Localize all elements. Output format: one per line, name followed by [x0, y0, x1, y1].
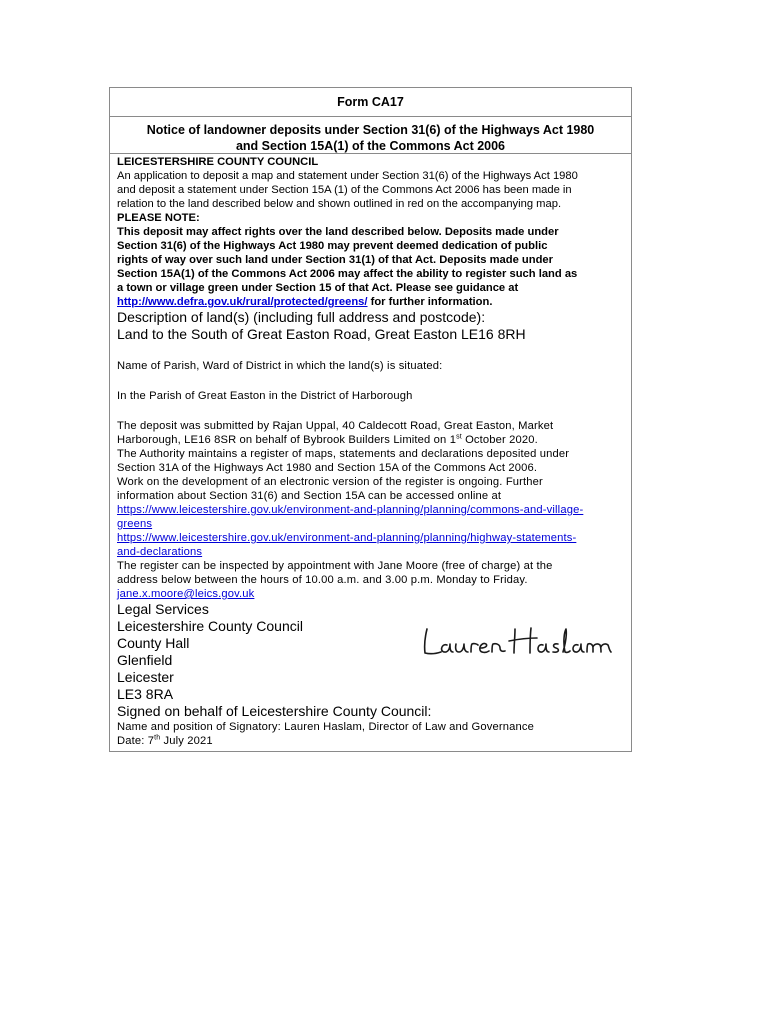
address-line-5: Leicester: [117, 669, 174, 685]
inspect-line-1: The register can be inspected by appointment with Jane Moore (free of charge) at the: [117, 560, 553, 572]
deposit-line-2: [117, 433, 625, 447]
contact-email-line: [117, 587, 625, 601]
note-line-4: Section 15A(1) of the Commons Act 2006 may affect the ability to register such land as: [117, 268, 578, 280]
commons-link-part-2[interactable]: greens: [117, 518, 153, 530]
form-ca17-box: [109, 87, 632, 752]
deposit-line-2-end: October 2020.: [461, 434, 538, 446]
please-note-heading: PLEASE NOTE:: [117, 212, 200, 224]
form-code: [110, 88, 631, 117]
highway-link-line-1: [117, 531, 625, 545]
form-code-text: Form CA17: [337, 95, 404, 109]
contact-email-link[interactable]: jane.x.moore@leics.gov.uk: [117, 588, 255, 600]
guidance-suffix: for further information.: [367, 296, 493, 308]
note-line-3: rights of way over such land under Section 31(1) of that Act. Deposits made under: [117, 254, 553, 266]
note-line-2: Section 31(6) of the Highways Act 1980 may prevent deemed dedication of public: [117, 240, 548, 252]
register-line-2: Section 31A of the Highways Act 1980 and Section 15A of the Commons Act 2006.: [117, 462, 538, 474]
highway-link-line-2: [117, 545, 625, 559]
address-line-4: Glenfield: [117, 652, 173, 668]
commons-link-line-2: [117, 517, 625, 531]
form-title: [110, 117, 631, 154]
guidance-line: [117, 295, 625, 309]
form-body: [110, 154, 631, 751]
date-text: Date: 7: [117, 735, 155, 747]
council-heading: LEICESTERSHIRE COUNTY COUNCIL: [117, 156, 319, 168]
register-line-3: Work on the development of an electronic version of the register is ongoing. Further: [117, 476, 543, 488]
deposit-date-suffix: st: [456, 433, 462, 441]
commons-link-part-1[interactable]: https://www.leicestershire.gov.uk/environment-and-planning/planning/commons-and-village-: [117, 504, 584, 516]
note-line-1: This deposit may affect rights over the land described below. Deposits made under: [117, 226, 559, 238]
parish-value: In the Parish of Great Easton in the District of Harborough: [117, 390, 413, 402]
form-title-line-1: Notice of landowner deposits under Section 31(6) of the Highways Act 1980: [146, 123, 595, 137]
address-line-2: Leicestershire County Council: [117, 618, 303, 634]
address-block: [117, 601, 625, 703]
form-title-line-2: and Section 15A(1) of the Commons Act 2006: [235, 139, 506, 153]
deposit-line-1: The deposit was submitted by Rajan Uppal, 40 Caldecott Road, Great Easton, Market: [117, 420, 554, 432]
date-line: [117, 734, 625, 748]
handwritten-signature: [419, 623, 619, 663]
parish-label: Name of Parish, Ward of District in which the land(s) is situated:: [117, 360, 443, 372]
address-line-6: LE3 8RA: [117, 686, 174, 702]
register-line-1: The Authority maintains a register of maps, statements and declarations deposited under: [117, 448, 570, 460]
guidance-link[interactable]: http://www.defra.gov.uk/rural/protected/greens/: [117, 296, 368, 308]
date-suffix: th: [154, 734, 161, 742]
land-description-label: Description of land(s) (including full address and postcode):: [117, 309, 486, 325]
highway-link-part-2[interactable]: and-declarations: [117, 546, 203, 558]
inspect-line-2: address below between the hours of 10.00 a.m. and 3.00 p.m. Monday to Friday.: [117, 574, 528, 586]
signatory-line: Name and position of Signatory: Lauren Haslam, Director of Law and Governance: [117, 721, 535, 733]
intro-line-2: and deposit a statement under Section 15A (1) of the Commons Act 2006 has been made in: [117, 184, 572, 196]
note-line-5: a town or village green under Section 15 of that Act. Please see guidance at: [117, 282, 519, 294]
address-line-1: Legal Services: [117, 601, 209, 617]
land-description-value: Land to the South of Great Easton Road, Great Easton LE16 8RH: [117, 326, 526, 342]
register-line-4: information about Section 31(6) and Section 15A can be accessed online at: [117, 490, 502, 502]
intro-line-3: relation to the land described below and shown outlined in red on the accompanying map.: [117, 198, 562, 210]
signed-on-behalf-label: Signed on behalf of Leicestershire County Council:: [117, 703, 432, 719]
commons-link-line-1: [117, 503, 625, 517]
deposit-line-2-text: Harborough, LE16 8SR on behalf of Bybrook Builders Limited on 1: [117, 434, 457, 446]
address-line-3: County Hall: [117, 635, 190, 651]
date-month-year: July 2021: [160, 735, 213, 747]
highway-link-part-1[interactable]: https://www.leicestershire.gov.uk/environment-and-planning/planning/highway-statements-: [117, 532, 577, 544]
intro-line-1: An application to deposit a map and statement under Section 31(6) of the Highways Act 1980: [117, 170, 578, 182]
